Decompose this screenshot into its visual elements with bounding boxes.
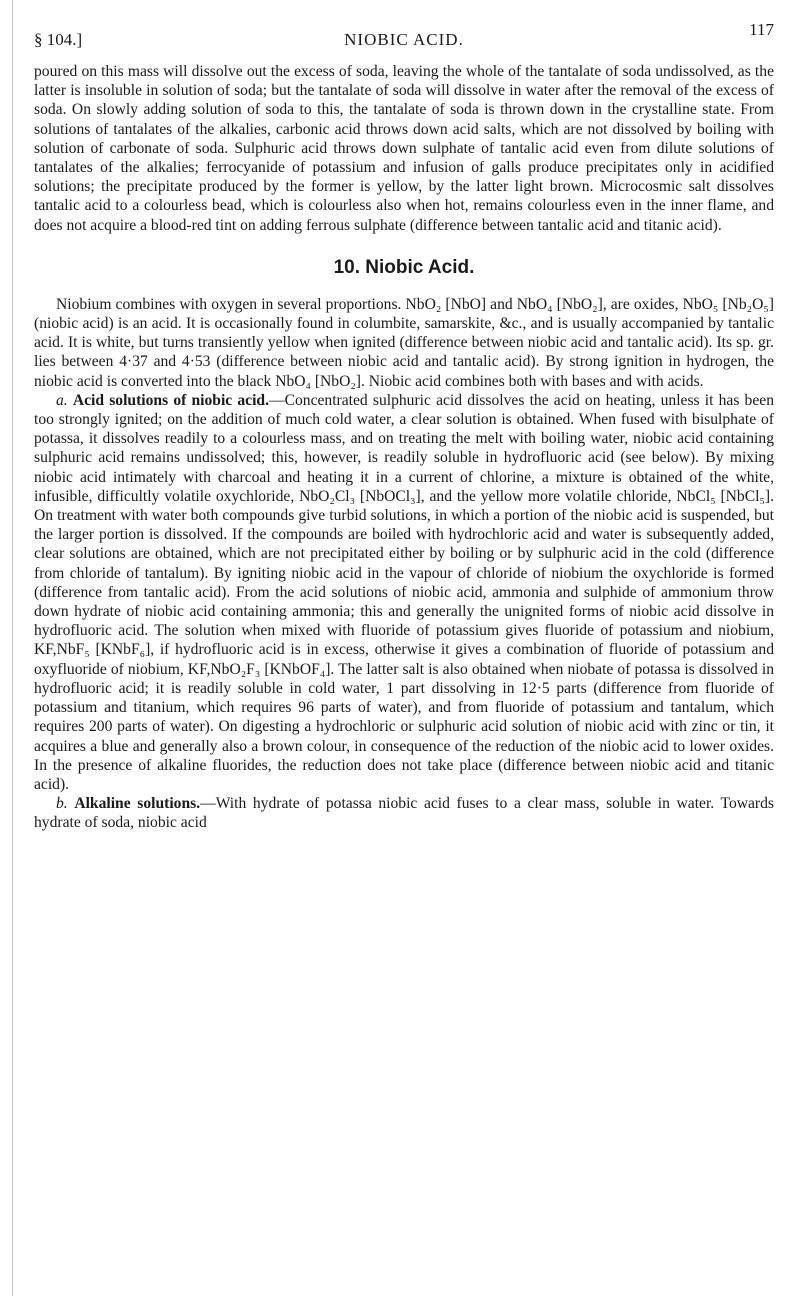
subsection-label-a: a. <box>56 391 68 409</box>
niobium-paragraph: Niobium combines with oxygen in several proportions. NbO₂ [NbO] and NbO₄ [NbO₂], are oxides, NbO₅ [Nb₂O₅] (niobic acid) is an acid. It is occasionally found in columbite, samarskite, &c., and is usually accompanied by tantalic acid. It is white, but turns transiently yellow when ignited (difference between niobic acid and tantalic acid). Its sp. gr. lies between 4·37 and 4·53 (difference between niobic acid and tantalic acid). By strong ignition in hydrogen, the niobic acid is converted into the black NbO₄ [NbO₂]. Niobic acid combines both with bases and with acids. <box>34 295 774 390</box>
subsection-text-b: —With hydrate of potassa niobic acid fuses to a clear mass, soluble in water. Towards hydrate of soda, niobic acid <box>34 795 774 832</box>
section-number: § 104.] <box>34 30 83 49</box>
page-binding-edge <box>0 0 13 1296</box>
subsection-text-a: —Concentrated sulphuric acid dissolves the acid on heating, unless it has been too strongly ignited; on the addition of much cold water, a clear solution is obtained. When fused with bisulphate of potassa, it dissolves readily to a colourless mass, and on treating the melt with boiling water, niobic acid containing sulphuric acid remains undissolved; this, however, is readily soluble in hydrofluoric acid (see below). By mixing niobic acid intimately with charcoal and heating it in a current of chlorine, a mixture is obtained of the white, infusible, difficultly volatile oxychloride, NbO₂Cl₃ [NbOCl₃], and the yellow more volatile chloride, NbCl₅ [NbCl₅]. On treatment with water both compounds give turbid solutions, in which a portion of the niobic acid is suspended, but the larger portion is dissolved. If the compounds are boiled with hydrochloric acid and water is subsequently added, clear solutions are obtained, which are not precipitated either by boiling or by sulphuric acid in the cold (difference from chloride of tantalum). By igniting niobic acid in the vapour of chloride of niobium the oxychloride is formed (difference from tantalic acid). From the acid solutions of niobic acid, ammonia and sulphide of ammonium throw down hydrate of niobic acid containing ammonia; this and generally the unignited forms of niobic acid dissolve in hydrofluoric acid. The solution when mixed with fluoride of potassium gives fluoride of potassium and niobium, KF,NbF₅ [KNbF₆], if hydrofluoric acid is in excess, otherwise it gives a combination of fluoride of potassium and oxyfluoride of niobium, KF,NbO₂F₃ [KNbOF₄]. The latter salt is also obtained when niobate of potassa is dissolved in hydrofluoric acid; it is readily soluble in cold water, 1 part dissolving in 12·5 parts (difference from fluoride of potassium and titanium, which requires 96 parts of water), and from fluoride of potassium and tantalum, which requires 200 parts of water). On digesting a hydrochloric or sulphuric acid solution of niobic acid with zinc or tin, it acquires a blue and generally also a brown colour, in consequence of the reduction of the niobic acid to lower oxides. In the presence of alkaline fluorides, the reduction does not take place (difference between niobic acid and titanic acid). <box>34 391 774 793</box>
acid-solutions-paragraph <box>34 391 774 794</box>
subsection-label-b: b. <box>56 795 68 813</box>
intro-paragraph: poured on this mass will dissolve out the excess of soda, leaving the whole of the tantalate of soda undissolved, as the latter is insoluble in solution of soda; but the tantalate of soda will dissolve in water after the removal of the excess of soda. On slowly adding solution of soda to this, the tantalate of soda is thrown down in the crystalline state. From solutions of tantalates of the alkalies, carbonic acid throws down acid salts, which are not dissolved by boiling with solution of carbonate of soda. Sulphuric acid throws down sulphate of tantalic acid even from dilute solutions of tantalates of the alkalies; ferrocyanide of potassium and infusion of galls produce precipitates only in acidified solutions; the precipitate produced by the former is yellow, by the latter light brown. Microcosmic salt dissolves tantalic acid to a colourless bead, which is colourless also when hot, remains colourless even in the inner flame, and does not acquire a blood-red tint on adding ferrous sulphate (difference between tantalic acid and titanic acid). <box>34 63 774 234</box>
alkaline-solutions-paragraph <box>34 794 774 832</box>
running-header <box>34 20 774 62</box>
running-title: NIOBIC ACID. <box>344 30 464 49</box>
subsection-title-a: Acid solutions of niobic acid. <box>72 391 269 409</box>
page-number: 117 <box>749 20 774 39</box>
subsection-title-b: Alkaline solutions. <box>74 795 201 813</box>
book-page <box>34 20 774 833</box>
section-title: 10. Niobic Acid. <box>333 256 475 278</box>
